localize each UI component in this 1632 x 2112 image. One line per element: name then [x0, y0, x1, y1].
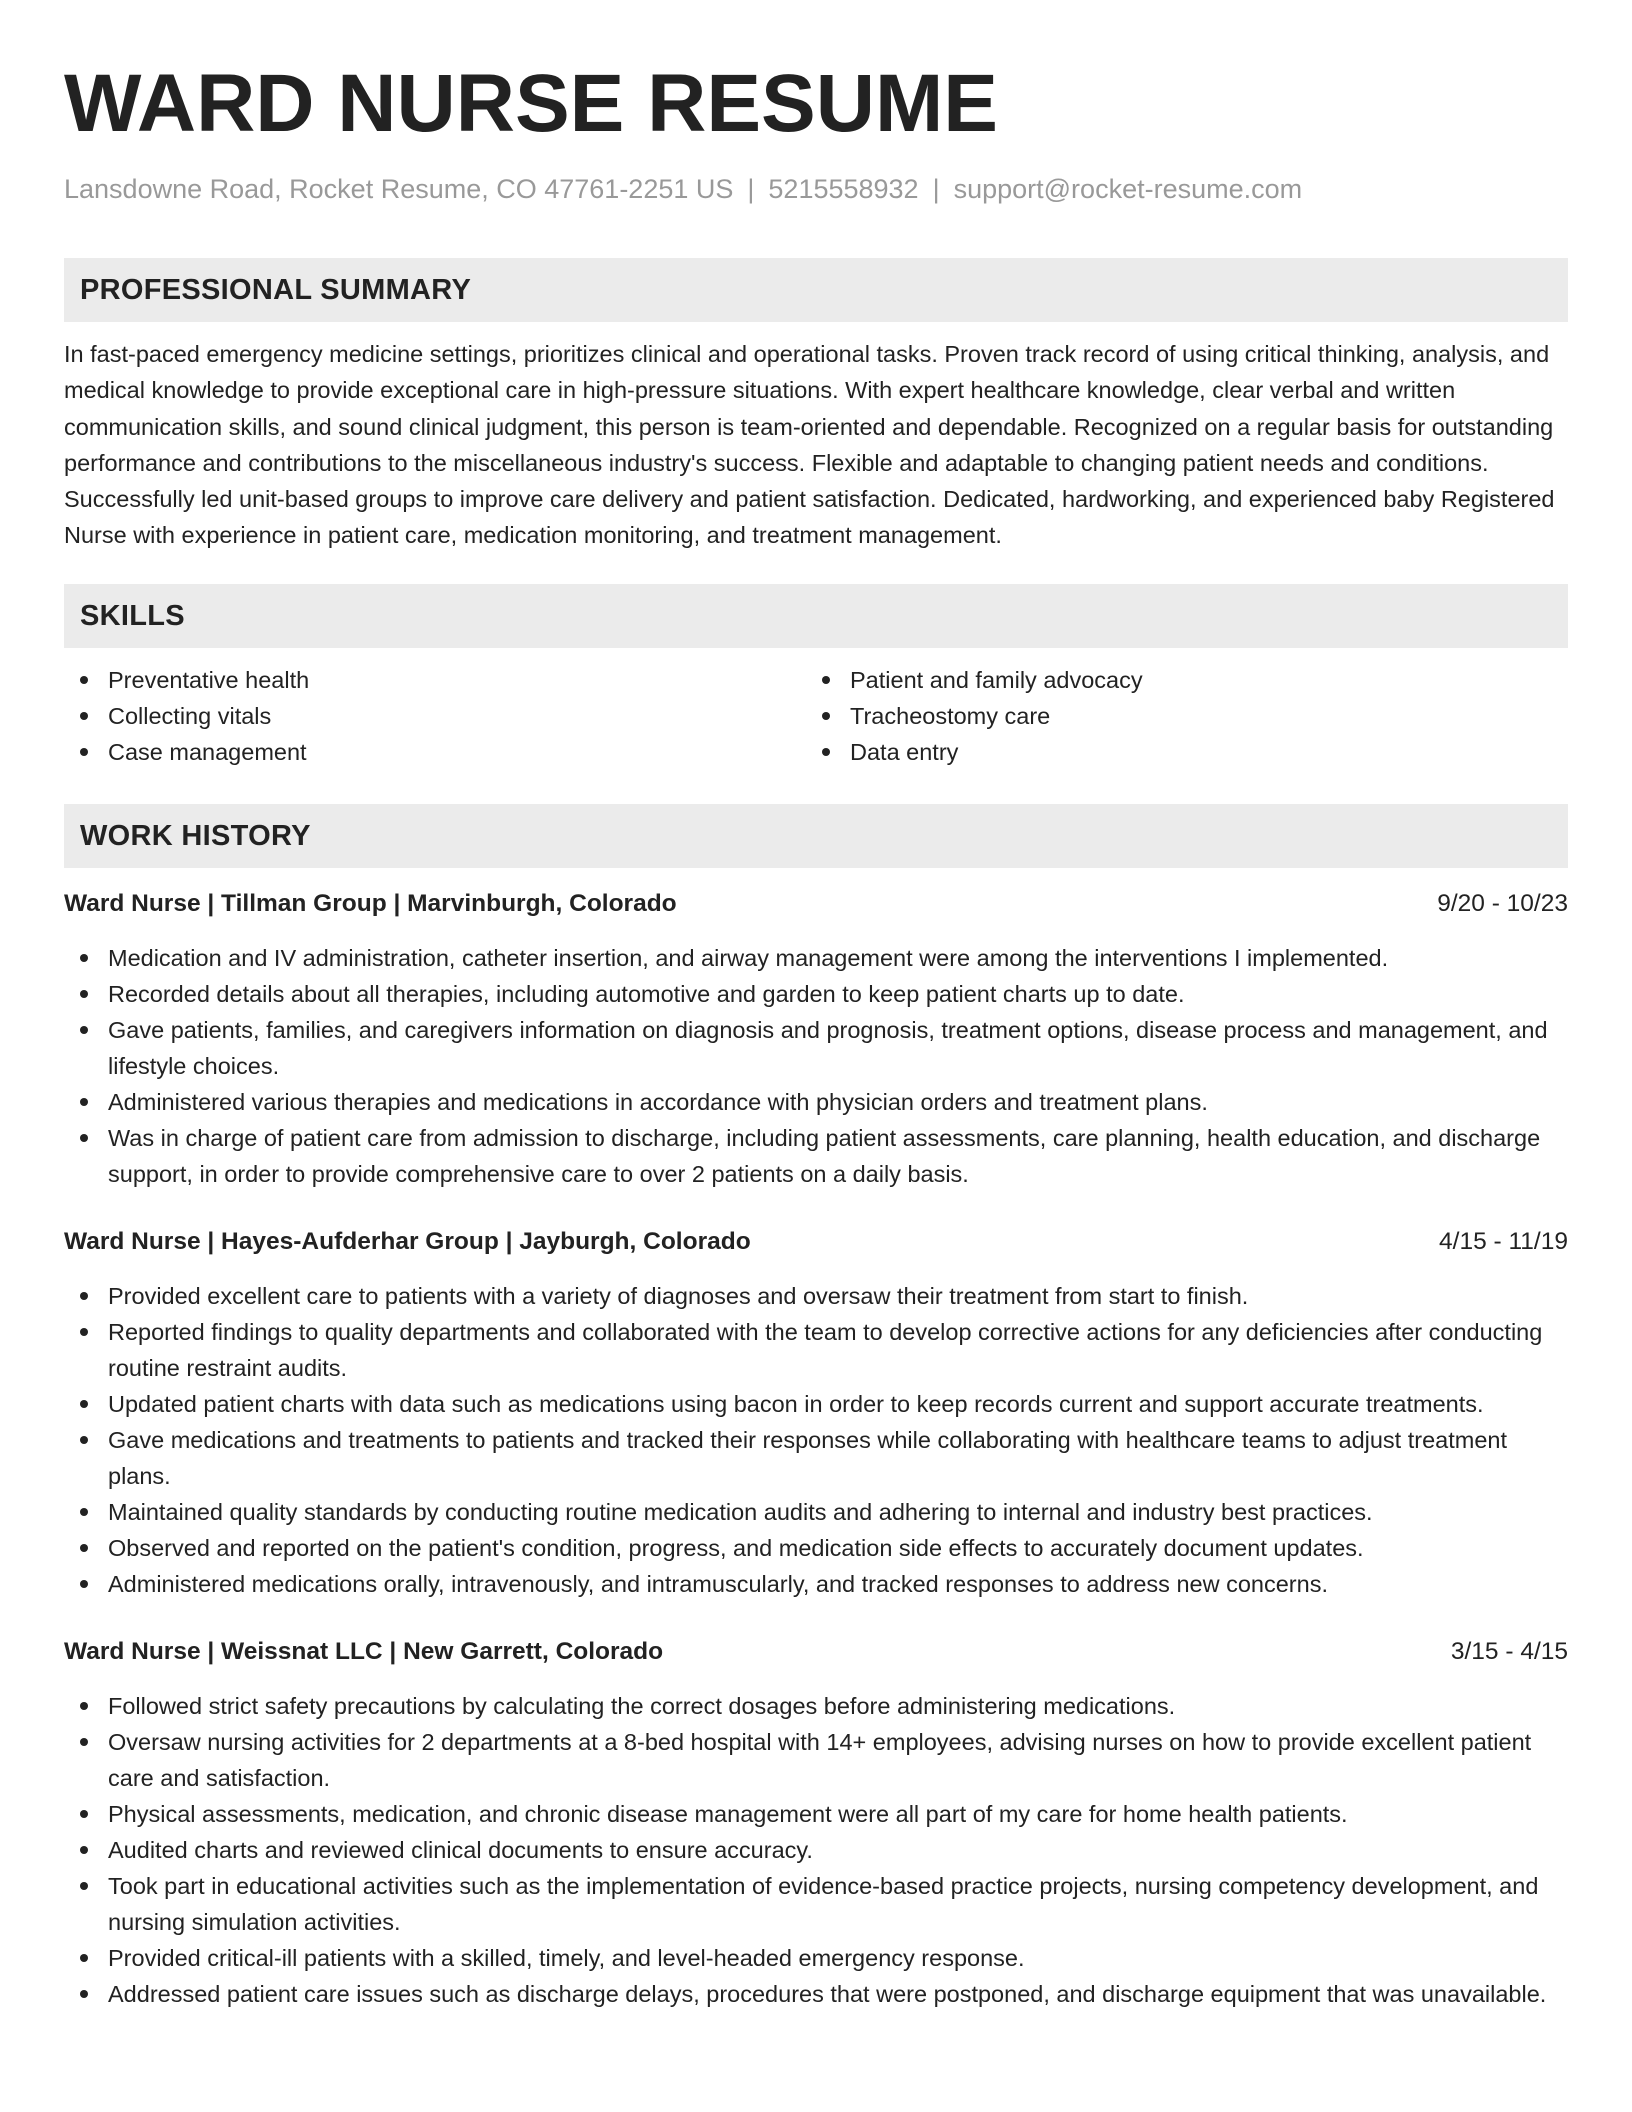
- job-header: [64, 1224, 1568, 1260]
- skill-label: Preventative health: [108, 666, 310, 693]
- job-bullets: [64, 940, 1568, 1192]
- bullet-dot: [80, 1098, 88, 1106]
- bullet-dot: [80, 712, 88, 720]
- job-entry: [64, 1634, 1568, 2012]
- job-bullet: [64, 1422, 1568, 1494]
- contact-phone: 5215558932: [768, 174, 919, 204]
- contact-separator: |: [747, 174, 755, 204]
- job-bullet: [64, 1386, 1568, 1422]
- bullet-dot: [80, 1436, 88, 1444]
- bullet-dot: [80, 1580, 88, 1588]
- job-bullet-text: Addressed patient care issues such as discharge delays, procedures that were postponed, and discharge equipment that was unavailable.: [108, 1980, 1547, 2007]
- job-dates: 4/15 - 11/19: [1439, 1227, 1568, 1255]
- job-bullet-text: Observed and reported on the patient's condition, progress, and medication side effects to accurately document updates.: [108, 1534, 1364, 1561]
- skill-item: [806, 734, 1548, 770]
- job-bullet: [64, 1940, 1568, 1976]
- job-bullet: [64, 1796, 1568, 1832]
- job-bullet: [64, 1868, 1568, 1940]
- skills-column-right: [806, 662, 1548, 770]
- job-bullet: [64, 1976, 1568, 2012]
- job-bullet-text: Gave medications and treatments to patients and tracked their responses while collaborating with healthcare teams to adjust treatment plans.: [108, 1426, 1508, 1489]
- bullet-dot: [80, 1292, 88, 1300]
- job-title: Ward Nurse | Hayes-Aufderhar Group | Jayburgh, Colorado: [64, 1227, 751, 1255]
- skill-item: [64, 698, 806, 734]
- job-bullet: [64, 1278, 1568, 1314]
- skill-item: [64, 662, 806, 698]
- job-bullet: [64, 1832, 1568, 1868]
- job-bullet-text: Provided critical-ill patients with a skilled, timely, and level-headed emergency response.: [108, 1944, 1025, 1971]
- job-entry: [64, 886, 1568, 1192]
- job-bullet: [64, 1084, 1568, 1120]
- job-bullet-text: Medication and IV administration, catheter insertion, and airway management were among the interventions I implemented.: [108, 944, 1389, 971]
- job-title: Ward Nurse | Tillman Group | Marvinburgh, Colorado: [64, 889, 677, 917]
- bullet-dot: [80, 954, 88, 962]
- resume-title: WARD NURSE RESUME: [64, 58, 998, 149]
- job-bullet-text: Provided excellent care to patients with a variety of diagnoses and oversaw their treatment from start to finish.: [108, 1282, 1249, 1309]
- job-dates: 9/20 - 10/23: [1437, 889, 1568, 917]
- job-bullets: [64, 1278, 1568, 1602]
- job-header: [64, 886, 1568, 922]
- job-bullet-text: Gave patients, families, and caregivers information on diagnosis and prognosis, treatment options, disease process and management, and lifestyle choices.: [108, 1016, 1548, 1079]
- bullet-dot: [80, 1328, 88, 1336]
- job-bullet-text: Recorded details about all therapies, including automotive and garden to keep patient charts up to date.: [108, 980, 1185, 1007]
- job-bullet-text: Oversaw nursing activities for 2 departments at a 8-bed hospital with 14+ employees, advising nurses on how to provide excellent patient care and satisfaction.: [108, 1728, 1532, 1791]
- section-heading-skills: SKILLS: [64, 584, 1568, 648]
- job-bullet-text: Was in charge of patient care from admission to discharge, including patient assessments, care planning, health education, and discharge support, in order to provide comprehensive care to over 2 patients on a daily basis.: [108, 1124, 1541, 1187]
- skill-label: Data entry: [850, 738, 959, 765]
- job-bullet: [64, 1494, 1568, 1530]
- job-header: [64, 1634, 1568, 1670]
- bullet-dot: [80, 1846, 88, 1854]
- skill-label: Patient and family advocacy: [850, 666, 1143, 693]
- skills-list: [64, 662, 1568, 770]
- bullet-dot: [80, 1134, 88, 1142]
- bullet-dot: [80, 1026, 88, 1034]
- bullet-dot: [80, 1738, 88, 1746]
- job-bullet-text: Maintained quality standards by conducting routine medication audits and adhering to internal and industry best practices.: [108, 1498, 1373, 1525]
- bullet-dot: [80, 990, 88, 998]
- job-bullet: [64, 940, 1568, 976]
- bullet-dot: [80, 1810, 88, 1818]
- summary-text: In fast-paced emergency medicine settings, prioritizes clinical and operational tasks. Proven track record of using critical thinking, analysis, and medical knowledge to provide exceptional care in high-pressure situations. With expert healthcare knowledge, clear verbal and written communication skills, and sound clinical judgment, this person is team-oriented and dependable. Recognized on a regular basis for outstanding performance and contributions to the miscellaneous industry's success. Flexible and adaptable to changing patient needs and conditions. Successfully led unit-based groups to improve care delivery and patient satisfaction. Dedicated, hardworking, and experienced baby Registered Nurse with experience in patient care, medication monitoring, and treatment management.: [64, 341, 1555, 549]
- bullet-dot: [80, 1954, 88, 1962]
- skill-label: Collecting vitals: [108, 702, 272, 729]
- skill-item: [64, 734, 806, 770]
- job-bullet: [64, 1012, 1568, 1084]
- job-bullet: [64, 1314, 1568, 1386]
- skill-label: Tracheostomy care: [850, 702, 1051, 729]
- bullet-dot: [822, 748, 830, 756]
- contact-separator: |: [932, 174, 940, 204]
- bullet-dot: [822, 712, 830, 720]
- job-bullet-text: Physical assessments, medication, and chronic disease management were all part of my care for home health patients.: [108, 1800, 1348, 1827]
- bullet-dot: [80, 1882, 88, 1890]
- job-bullets: [64, 1688, 1568, 2012]
- job-bullet-text: Administered medications orally, intravenously, and intramuscularly, and tracked responses to address new concerns.: [108, 1570, 1328, 1597]
- bullet-dot: [80, 1400, 88, 1408]
- job-bullet-text: Reported findings to quality departments and collaborated with the team to develop corrective actions for any deficiencies after conducting routine restraint audits.: [108, 1318, 1543, 1381]
- contact-line: [64, 172, 1568, 206]
- contact-email: support@rocket-resume.com: [953, 174, 1303, 204]
- bullet-dot: [80, 1544, 88, 1552]
- job-bullet-text: Administered various therapies and medications in accordance with physician orders and treatment plans.: [108, 1088, 1208, 1115]
- job-dates: 3/15 - 4/15: [1450, 1637, 1568, 1665]
- job-bullet: [64, 1530, 1568, 1566]
- job-bullet: [64, 976, 1568, 1012]
- job-bullet-text: Updated patient charts with data such as medications using bacon in order to keep records current and support accurate treatments.: [108, 1390, 1484, 1417]
- job-bullet: [64, 1566, 1568, 1602]
- bullet-dot: [80, 1508, 88, 1516]
- resume-page: [64, 0, 1568, 2012]
- job-bullet-text: Followed strict safety precautions by calculating the correct dosages before administering medications.: [108, 1692, 1176, 1719]
- job-bullet-text: Audited charts and reviewed clinical documents to ensure accuracy.: [108, 1836, 813, 1863]
- skill-item: [806, 662, 1548, 698]
- job-entry: [64, 1224, 1568, 1602]
- bullet-dot: [80, 748, 88, 756]
- contact-address: Lansdowne Road, Rocket Resume, CO 47761-2251 US: [64, 174, 734, 204]
- skill-item: [806, 698, 1548, 734]
- section-heading-summary: PROFESSIONAL SUMMARY: [64, 258, 1568, 322]
- job-bullet-text: Took part in educational activities such as the implementation of evidence-based practice projects, nursing competency development, and nursing simulation activities.: [108, 1872, 1539, 1935]
- bullet-dot: [80, 676, 88, 684]
- bullet-dot: [80, 1990, 88, 1998]
- bullet-dot: [80, 1702, 88, 1710]
- job-bullet: [64, 1724, 1568, 1796]
- section-heading-work-history: WORK HISTORY: [64, 804, 1568, 868]
- skills-column-left: [64, 662, 806, 770]
- skill-label: Case management: [108, 738, 307, 765]
- job-bullet: [64, 1120, 1568, 1192]
- job-bullet: [64, 1688, 1568, 1724]
- job-title: Ward Nurse | Weissnat LLC | New Garrett, Colorado: [64, 1637, 664, 1665]
- bullet-dot: [822, 676, 830, 684]
